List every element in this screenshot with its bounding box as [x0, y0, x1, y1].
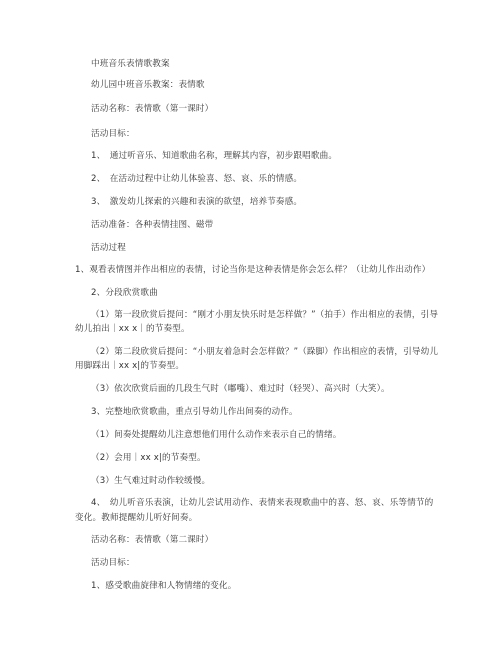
preparation: 活动准备：各种表情挂图、磁带: [91, 220, 214, 230]
goals-heading-2: 活动目标：: [91, 558, 135, 568]
step-4-line-2: 变化。教师提醒幼儿听好间奏。: [75, 513, 198, 523]
process-heading: 活动过程: [91, 243, 126, 253]
step-3-3: （3）生气难过时动作较缓慢。: [91, 476, 211, 486]
step-2-2-line-1: （2）第二段欣赏后提问：“小朋友着急时会怎样做？”（跺脚）作出相应的表情，引导幼儿: [91, 347, 439, 357]
step-2: 2、分段欣赏歌曲: [91, 288, 158, 298]
step-2-1-line-1: （1）第一段欣赏后提问：“刚才小朋友快乐时是怎样做？”（拍手）作出相应的表情，引导: [91, 310, 439, 320]
step-2-2-line-2: 用脚踩出｜xx x|的节奏型。: [75, 361, 185, 371]
step-4-line-1: 4、 幼儿听音乐表演，让幼儿尝试用动作、表情来表现歌曲中的喜、怒、哀、乐等情节的: [91, 498, 434, 508]
goal-3: 3、 激发幼儿探索的兴趣和表演的欲望，培养节奏感。: [91, 197, 303, 207]
doc-subtitle: 幼儿园中班音乐教案：表情歌: [91, 80, 205, 90]
goal-1: 1、 通过听音乐、知道歌曲名称，理解其内容，初步跟唱歌曲。: [91, 151, 338, 161]
activity-name-1: 活动名称：表情歌（第一课时）: [91, 104, 214, 114]
step-3-2: （2）会用｜xx x|的节奏型。: [91, 453, 206, 463]
step-2-1-line-2: 幼儿拍出｜xx x｜的节奏型。: [75, 324, 190, 334]
goal-2: 2、 在活动过程中让幼儿体验喜、怒、哀、乐的情感。: [91, 174, 303, 184]
activity-name-2: 活动名称：表情歌（第二课时）: [91, 535, 214, 545]
step-3-1: （1）间奏处提醒幼儿注意想他们用什么动作来表示自己的情绪。: [91, 430, 342, 440]
step-1: 1、观看表情图并作出相应的表情，讨论当你是这种表情是你会怎么样？（让幼儿作出动作）: [75, 265, 431, 275]
goal-2-1: 1、感受歌曲旋律和人物情绪的变化。: [91, 581, 237, 591]
step-2-3: （3）依次欣赏后面的几段生气时（嘟嘴）、难过时（轻哭）、高兴时（大笑）。: [91, 384, 390, 394]
doc-title: 中班音乐表情歌教案: [91, 59, 170, 69]
goals-heading: 活动目标：: [91, 129, 135, 139]
step-3: 3、完整地欣赏歌曲，重点引导幼儿作出间奏的动作。: [91, 407, 298, 417]
